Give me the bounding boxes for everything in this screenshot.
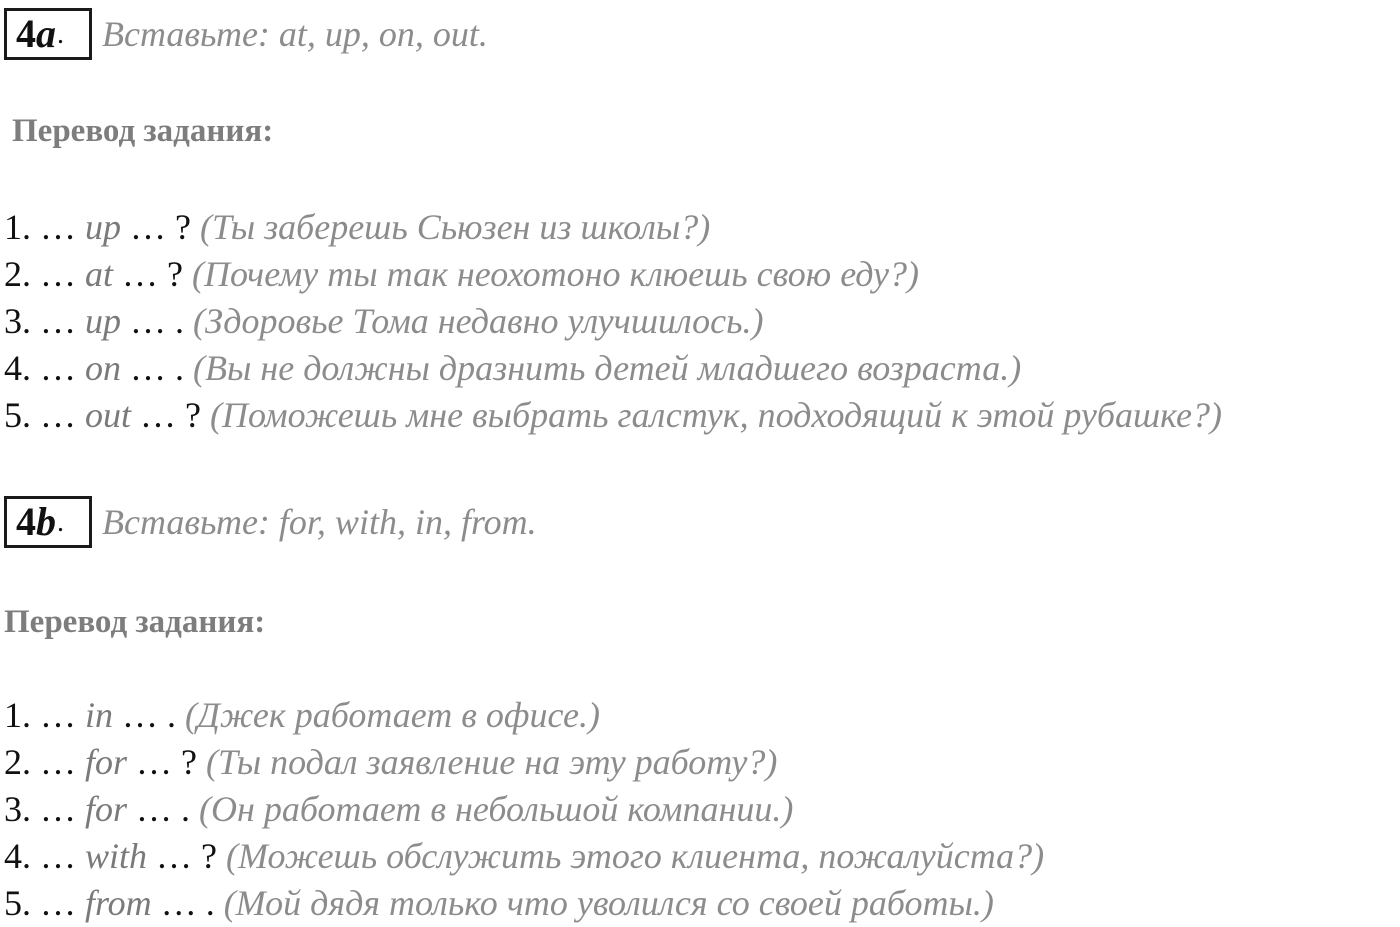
- item-answer: up: [85, 207, 121, 247]
- item-translation: (Мой дядя только что уволился со своей работы.): [223, 883, 994, 923]
- item-answer: out: [85, 395, 132, 435]
- exercise-number-badge: [4, 496, 92, 548]
- item-punctuation: ?: [167, 254, 183, 294]
- item-punctuation: .: [205, 883, 215, 923]
- item-lead-ellipsis: …: [40, 395, 76, 435]
- exercise-instruction: Вставьте: at, up, on, out.: [102, 14, 488, 54]
- item-trail-ellipsis: …: [122, 695, 159, 735]
- item-number: 5.: [4, 883, 31, 923]
- item-number: 5.: [4, 395, 31, 435]
- item-answer: on: [85, 348, 121, 388]
- exercise-item: [4, 786, 1044, 833]
- item-lead-ellipsis: …: [40, 836, 76, 876]
- exercise-number-badge: [4, 8, 92, 60]
- translation-title: Перевод задания:: [4, 604, 266, 640]
- item-trail-ellipsis: …: [140, 395, 177, 435]
- exercise-item: [4, 739, 1044, 786]
- exercise-item: [4, 833, 1044, 880]
- item-translation: (Он работает в небольшой компании.): [199, 789, 794, 829]
- exercise-item: [4, 392, 1222, 439]
- item-answer: for: [85, 789, 128, 829]
- badge-number: 4: [16, 499, 36, 544]
- translation-title: Перевод задания:: [12, 113, 274, 149]
- item-number: 3.: [4, 789, 31, 829]
- item-number: 4.: [4, 836, 31, 876]
- exercise-item: [4, 880, 1044, 927]
- item-number: 2.: [4, 254, 31, 294]
- item-trail-ellipsis: …: [136, 742, 173, 782]
- item-translation: (Вы не должны дразнить детей младшего возраста.): [193, 348, 1022, 388]
- item-lead-ellipsis: …: [40, 695, 76, 735]
- badge-dot: .: [57, 19, 64, 50]
- exercise-item: [4, 345, 1222, 392]
- item-translation: (Поможешь мне выбрать галстук, подходящий к этой рубашке?): [210, 395, 1223, 435]
- item-lead-ellipsis: …: [40, 301, 76, 341]
- item-answer: for: [85, 742, 128, 782]
- item-translation: (Почему ты так неохотоно клюешь свою еду?): [192, 254, 919, 294]
- item-answer: from: [85, 883, 152, 923]
- item-answer: at: [85, 254, 114, 294]
- item-number: 2.: [4, 742, 31, 782]
- item-trail-ellipsis: …: [136, 789, 173, 829]
- badge-number: 4: [16, 11, 36, 56]
- item-punctuation: ?: [175, 207, 191, 247]
- item-lead-ellipsis: …: [40, 883, 76, 923]
- item-translation: (Джек работает в офисе.): [185, 695, 600, 735]
- badge-letter: a: [36, 11, 56, 56]
- item-punctuation: ?: [201, 836, 217, 876]
- item-trail-ellipsis: …: [160, 883, 197, 923]
- exercise-items-4b: [4, 692, 1044, 927]
- item-answer: in: [85, 695, 114, 735]
- item-trail-ellipsis: …: [122, 254, 159, 294]
- item-answer: with: [85, 836, 148, 876]
- item-translation: (Ты заберешь Сьюзен из школы?): [199, 207, 711, 247]
- item-number: 4.: [4, 348, 31, 388]
- exercise-item: [4, 251, 1222, 298]
- badge-letter: b: [36, 499, 56, 544]
- item-punctuation: .: [167, 695, 177, 735]
- item-lead-ellipsis: …: [40, 254, 76, 294]
- exercise-header-4a: [4, 9, 488, 59]
- badge-dot: .: [57, 507, 64, 538]
- item-punctuation: ?: [185, 395, 201, 435]
- item-number: 1.: [4, 207, 31, 247]
- item-lead-ellipsis: …: [40, 348, 76, 388]
- item-answer: up: [85, 301, 121, 341]
- item-punctuation: .: [175, 348, 184, 388]
- item-number: 1.: [4, 695, 31, 735]
- exercise-header-4b: [4, 497, 537, 547]
- exercise-items-4a: [4, 204, 1222, 439]
- item-translation: (Ты подал заявление на эту работу?): [206, 742, 778, 782]
- item-trail-ellipsis: …: [130, 207, 166, 247]
- item-lead-ellipsis: …: [40, 789, 76, 829]
- item-punctuation: .: [175, 301, 184, 341]
- item-trail-ellipsis: …: [130, 301, 166, 341]
- item-punctuation: ?: [181, 742, 197, 782]
- item-lead-ellipsis: …: [40, 742, 76, 782]
- item-punctuation: .: [181, 789, 191, 829]
- item-translation: (Здоровье Тома недавно улучшилось.): [193, 301, 764, 341]
- item-trail-ellipsis: …: [156, 836, 193, 876]
- exercise-item: [4, 298, 1222, 345]
- item-trail-ellipsis: …: [130, 348, 166, 388]
- exercise-item: [4, 692, 1044, 739]
- exercise-item: [4, 204, 1222, 251]
- exercise-instruction: Вставьте: for, with, in, from.: [102, 502, 537, 542]
- item-number: 3.: [4, 301, 31, 341]
- item-lead-ellipsis: …: [40, 207, 76, 247]
- item-translation: (Можешь обслужить этого клиента, пожалуйста?): [226, 836, 1045, 876]
